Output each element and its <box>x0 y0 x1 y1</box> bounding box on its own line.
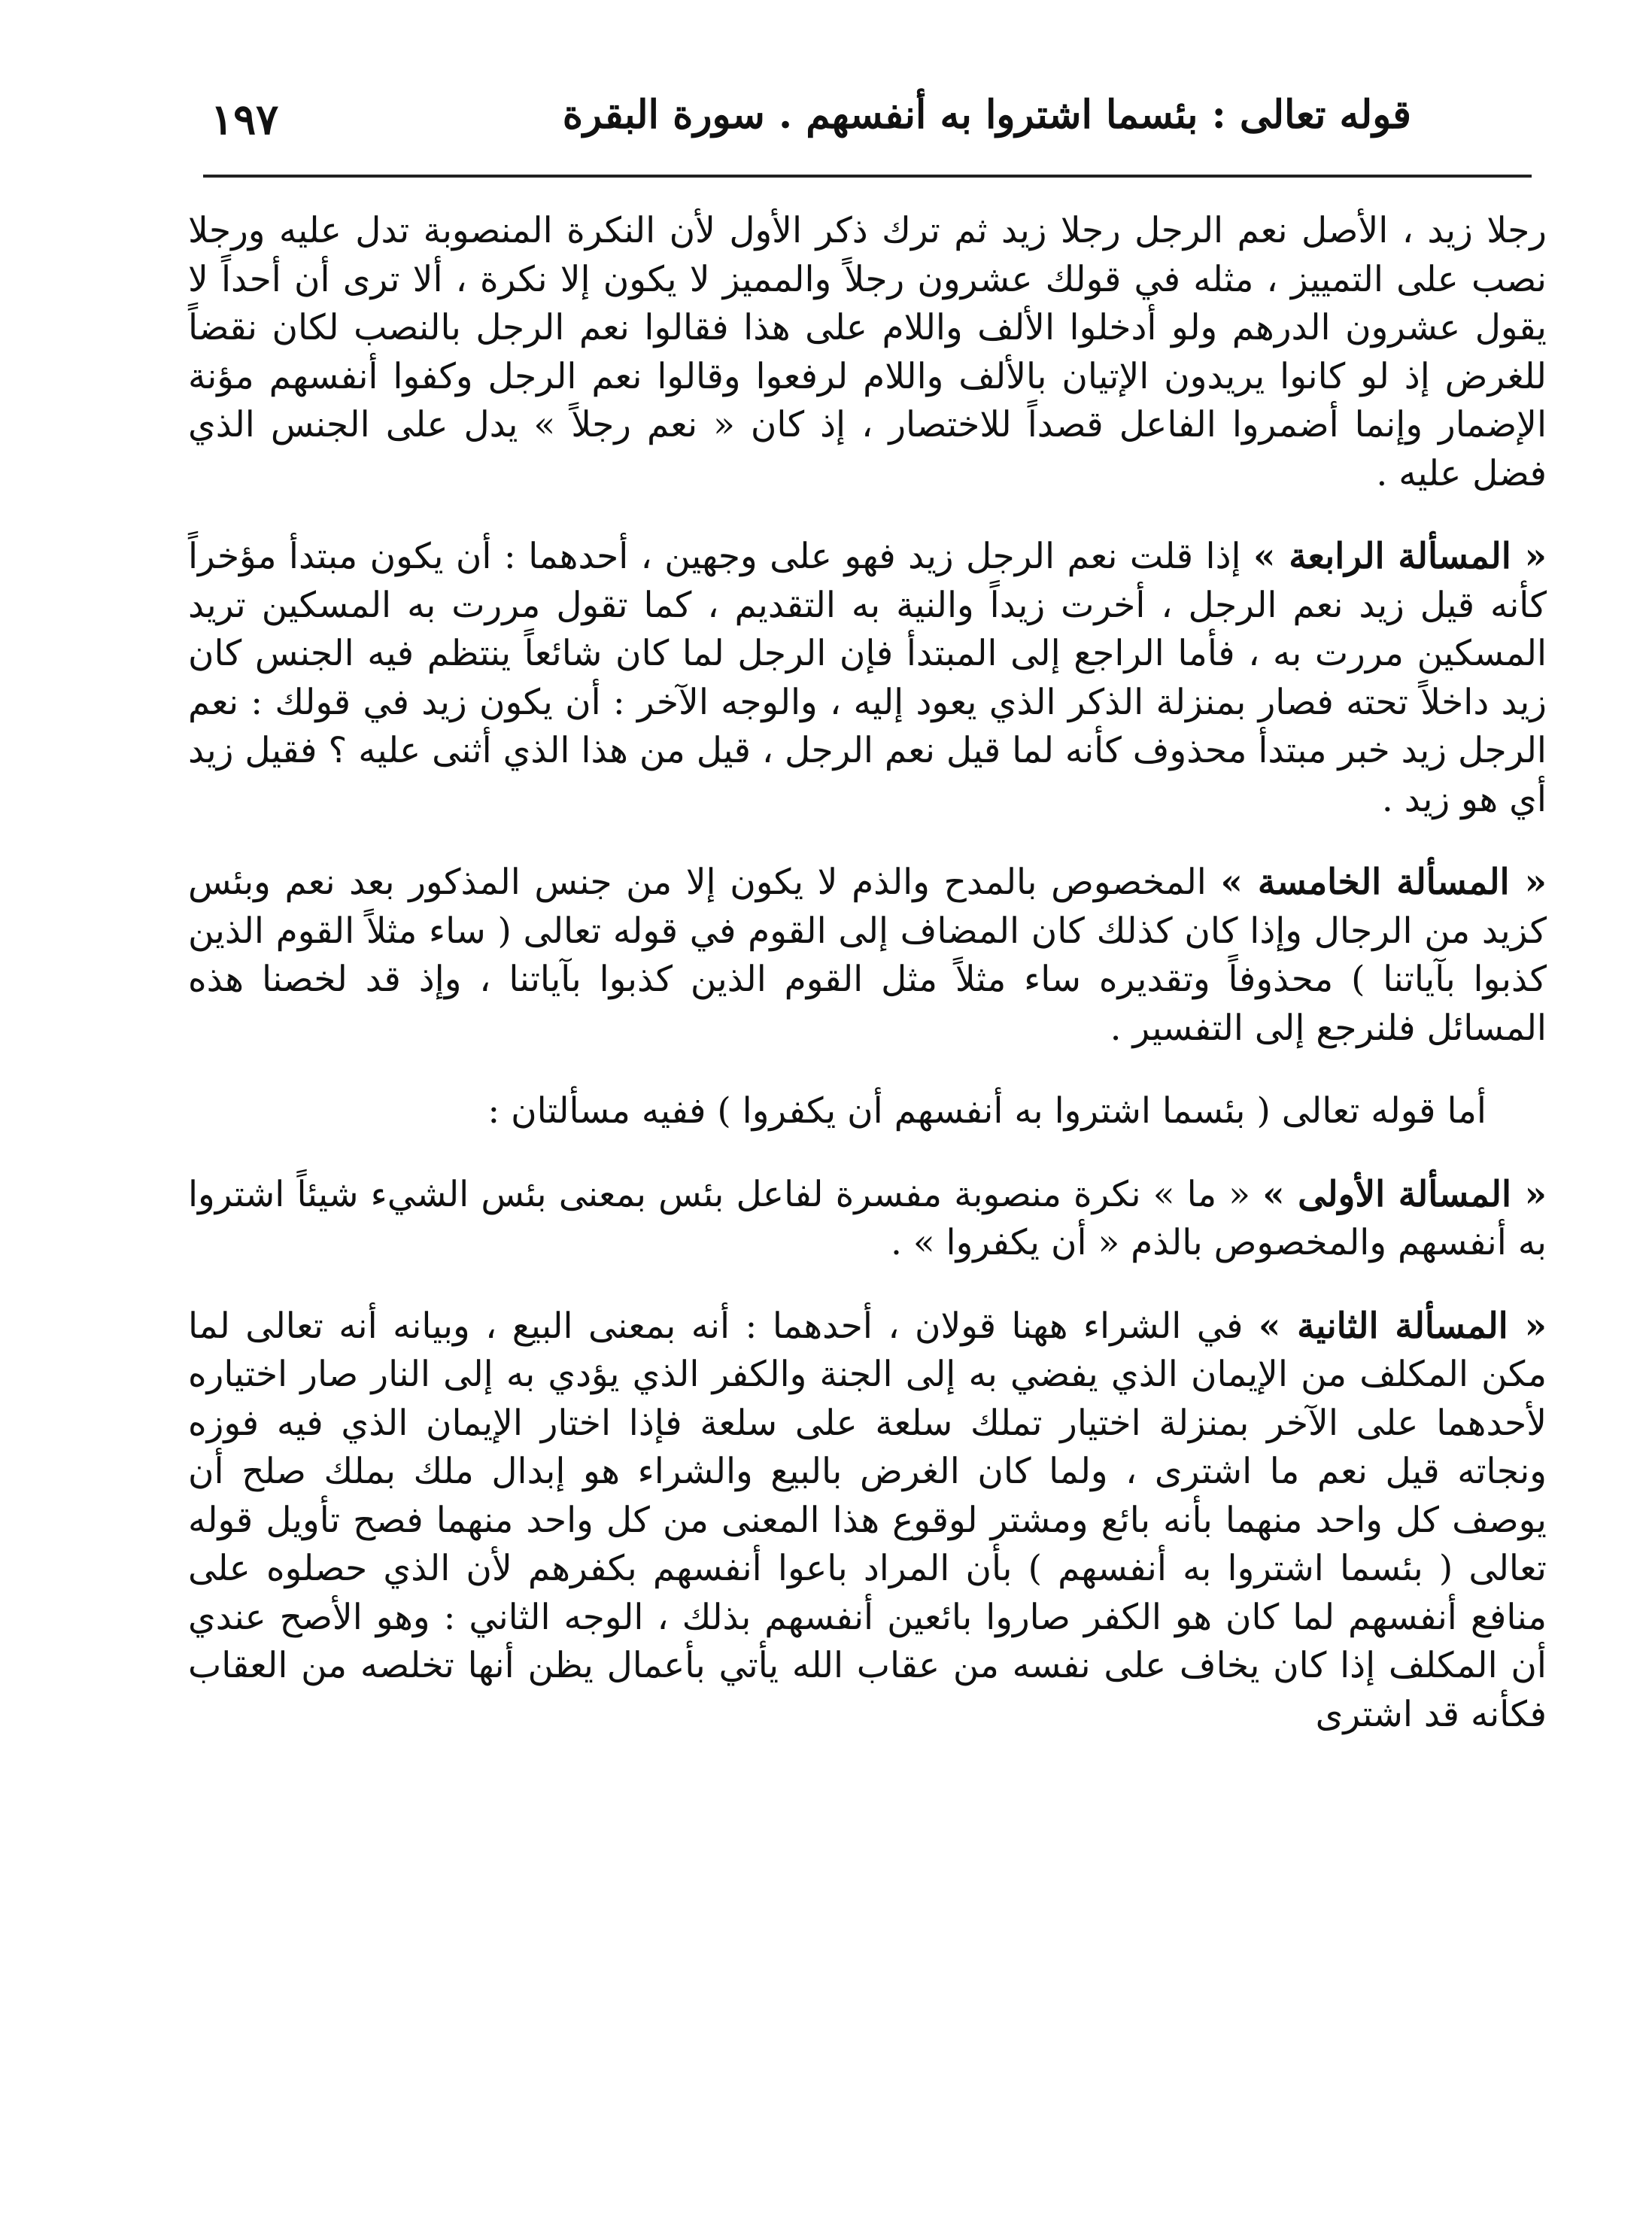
page-number: ١٩٧ <box>211 95 279 144</box>
issue-heading-1: « المسألة الأولى » <box>1262 1173 1547 1215</box>
paragraph-2 <box>188 533 1547 824</box>
paragraph-text: إذا قلت نعم الرجل زيد فهو على وجهين ، أحدهما : أن يكون مبتدأ مؤخراً كأنه قيل زيد نعم الرجل ، أخرت زيداً والنية به التقديم ، كما تقول مررت به المسكين تريد المسكين مررت به ، فأما الراجع إلى المبتدأ فإن الرجل لما كان شائعاً ينتظم فيه الجنس كان زيد داخلاً تحته فصار بمنزلة الذكر الذي يعود إليه ، والوجه الآخر : أن يكون زيد في قولك : نعم الرجل زيد خبر مبتدأ محذوف كأنه لما قيل نعم الرجل ، قيل من هذا الذي أثنى عليه ؟ فقيل زيد أي هو زيد . <box>188 536 1547 820</box>
issue-heading-4: « المسألة الرابعة » <box>1253 536 1547 577</box>
issue-heading-5: « المسألة الخامسة » <box>1220 862 1547 903</box>
paragraph-text: « ما » نكرة منصوبة مفسرة لفاعل بئس بمعنى بئس الشيء شيئاً اشتروا به أنفسهم والمخصوص بالذم « أن يكفروا » . <box>188 1173 1547 1263</box>
paragraph-6 <box>188 1302 1547 1740</box>
page-body <box>188 207 1547 1739</box>
paragraph-3 <box>188 859 1547 1053</box>
paragraph-text: المخصوص بالمدح والذم لا يكون إلا من جنس المذكور بعد نعم وبئس كزيد من الرجال وإذا كان كذلك كان المضاف إلى القوم في قوله تعالى ( ساء مثلاً القوم الذين كذبوا بآياتنا ) محذوفاً وتقديره ساء مثلاً مثل القوم الذين كذبوا بآياتنا ، وإذ قد لخصنا هذه المسائل فلنرجع إلى التفسير . <box>188 862 1547 1049</box>
paragraph-text: في الشراء ههنا قولان ، أحدهما : أنه بمعنى البيع ، وبيانه أنه تعالى لما مكن المكلف من الإيمان الذي يفضي به إلى الجنة والكفر الذي يؤدي به إلى النار صار اختياره لأحدهما على الآخر بمنزلة اختيار تملك سلعة على سلعة فإذا اختار الإيمان الذي فيه فوزه ونجاته قيل نعم ما اشترى ، ولما كان الغرض بالبيع والشراء هو إبدال ملك بملك صلح أن يوصف كل واحد منهما بأنه بائع ومشتر لوقوع هذا المعنى من كل واحد منهما فصح تأويل قوله تعالى ( بئسما اشتروا به أنفسهم ) بأن المراد باعوا أنفسهم بكفرهم لأن الذي حصلوه على منافع أنفسهم لما كان هو الكفر صاروا بائعين أنفسهم بذلك ، الوجه الثاني : وهو الأصح عندي أن المكلف إذا كان يخاف على نفسه من عقاب الله يأتي بأعمال يظن أنها تخلصه من العقاب فكأنه قد اشترى <box>188 1305 1547 1735</box>
paragraph-text: أما قوله تعالى ( بئسما اشتروا به أنفسهم أن يكفروا ) ففيه مسألتان : <box>487 1090 1486 1132</box>
paragraph-4 <box>188 1087 1547 1136</box>
paragraph-5 <box>188 1171 1547 1268</box>
running-title: قوله تعالى : بئسما اشتروا به أنفسهم . سورة البقرة <box>562 92 1411 138</box>
page-header <box>203 84 1554 167</box>
paragraph-1 <box>188 207 1547 498</box>
paragraph-text: رجلا زيد ، الأصل نعم الرجل رجلا زيد ثم ترك ذكر الأول لأن النكرة المنصوبة تدل عليه ورجلا نصب على التمييز ، مثله في قولك عشرون رجلاً والمميز لا يكون إلا نكرة ، ألا ترى أن أحداً لا يقول عشرون الدرهم ولو أدخلوا الألف واللام على هذا فقالوا نعم الرجل بالنصب لكان نقضاً للغرض إذ لو كانوا يريدون الإتيان بالألف واللام لرفعوا وقالوا نعم الرجل وكفوا أنفسهم مؤنة الإضمار وإنما أضمروا الفاعل قصداً للاختصار ، إذ كان « نعم رجلاً » يدل على الجنس الذي فضل عليه . <box>188 210 1547 494</box>
header-divider <box>203 175 1532 178</box>
issue-heading-2: « المسألة الثانية » <box>1258 1305 1547 1347</box>
